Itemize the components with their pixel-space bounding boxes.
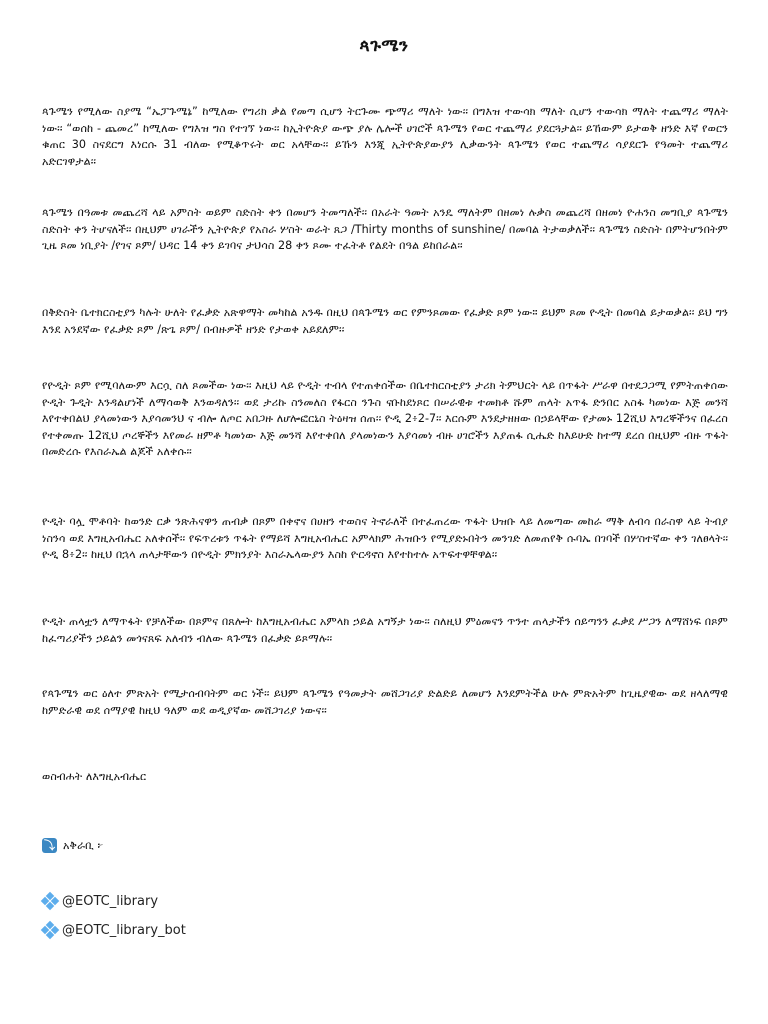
- paragraph-7: የጳጉሜን ወር ዕለተ ምጽአት የሚታሰብባትም ወር ነች፡፡ ይህም ጳጉሜን የዓመታት መሸጋገሪያ ድልድይ ለመሆን እንደምትችል ሁሉ ምጽአትም ከጊዜያዊው ወደ ዘላለማዊ ከምድራዊ ወደ ሰማያዊ ከዚህ ዓለም ወደ ወዲያኛው መሸጋገሪያ ነውና፡፡: [42, 687, 728, 717]
- paragraph-1: ጳጉሜን የሚለው ስያሜ “ኤፓጉሜኔ” ከሚለው የግሪክ ቃል የመጣ ሲሆን ትርጉሙ ጭማሪ ማለት ነው፡፡ በግእዝ ተውሳክ ማለት ሲሆን ተውሳክ ማለት ተጨማሪ ማለት ነው፡፡ “ወሰከ - ጨመረ” ከሚለው የግእዝ ግስ የተገኘ ነው፡፡ ከኢትዮጵያ ውጭ ያሉ ሌሎች ሀገሮች ጳጉሜን የወር ተጨማሪ ያደርጓታል፡፡ ይኸውም ይታወቅ ዘንድ እኛ የወርን ቁጠር 30 ስናደርግ እነርሱ 31 ብለው የሚቆጥሩት ወር አላቸው፡፡ ይኹን እንጂ ኢትዮጵያውያን ሊቃውንት ጳጉሜን የወር ተጨማሪ ሳያደርጉ የዓመት ተጨማሪ አድርገዋታል፡፡: [42, 105, 728, 168]
- library-link-row[interactable]: [42, 893, 158, 909]
- library-bot-link-row[interactable]: [42, 922, 186, 938]
- presenter-line: [42, 838, 103, 853]
- signoff-text: ወስብሐት ለእግዚአብሔር: [42, 770, 147, 783]
- paragraph-4: የዮዲት ጾም የሚባለውም እርሷ ስለ ጾመችው ነው፡፡ እዚህ ላይ ዮዲት ተብላ የተጠቀሰችው በቤተክርስቲያን ታሪክ ትምህርት ላይ በጥፋት ሥራዋ በተደጋጋሚ የምትጠቀሰው ዮዲት ጉዲት እንዳልሆነች ለማሳወቅ እንወዳለን፡፡ ወደ ታሪኩ ስንመለስ የፋርስ ንጉስ ናቡከደነጾር በሠራዊቱ ተመክቶ ሹም ጠላት አጥፋ ድንበር አስፋ ካመነው እጅ መንሻ እየተቀበልህ ያላመነውን እያሳመንህ ና ብሎ ለጦር አበጋዙ ለሆሎፎርኒስ ትዕዛዝ ሰጠ፡፡ ዮዲ 2፥2-7፡፡ እርሱም እንደታዘዘው በኃይላቸው የታመኑ 12ሺህ እግረኞችንና በፈረስ የተቀመጡ 12ሺህ ጦረኞችን እየመራ ዘምቶ ካመነው እጅ መንሻ እየተቀበለ ያላመነውን እያሳመነ ብዙ ሀገሮችን እያጠፋ ሲሔድ ከእይሁድ ከተማ ደረሰ በዚህም ብዙ ጥፋት በመድረሱ የእስራኤል ልጆች አለቀሱ፡፡: [42, 379, 728, 458]
- library-link[interactable]: @EOTC_library: [62, 893, 159, 909]
- diamond-icon: [42, 893, 58, 909]
- library-bot-link[interactable]: @EOTC_library_bot: [62, 922, 186, 938]
- paragraph-6: ዮዲት ጠላቷን ለማጥፋት የቻለችው በጾምና በጸሎት ከእግዚአብሔር አምላክ ኃይል አግኝታ ነው፡፡ ስለዚህ ምዕመናን ጥንተ ጠላታችን ሰይጣንን ፈቃደ ሥጋን ለማሸነፍ በጾም ከፈጣሪያችን ኃይልን መጎናጸፍ አለብን ብለው ጳጉሜን በፈቃድ ይጾማሉ፡፡: [42, 615, 728, 645]
- page-title: ጳጉሜን: [359, 36, 409, 56]
- paragraph-5: ዮዲት ባሏ ሞቶባት ከወንድ ርቃ ንጽሕናዋን ጠብቃ በጾም በቀኖና በሀዘን ተወስና ትኖራለች በተፈጠረው ጥፋት ህዝቡ ላይ ለመጣው መከራ ማቅ ለብሳ በራስዋ ላይ ትብያ ነስንሳ ወደ እግዚአብሔር አለቀሰች፡፡ የፍጥረቱን ጥፋት የማይሻ እግዚአብሔር አምላክም ሕዝቡን የሚያድኑበትን መንገድ ለመጠየቅ ሱባኤ በገባች በሦስተኛው ቀን ገለፀላት፡፡ ዮዲ 8፥2፡፡ ከዚህ በኋላ ጠላታቸውን በዮዲት ምክንያት እስራኤላውያን እስከ ዮርዳኖስ እየተከተሉ አጥፍተዋቸዋል፡፡: [42, 515, 728, 561]
- paragraph-3: በቅድስት ቤተክርስቲያን ካሉት ሁለት የፈቃድ አጽዋማት መካከል አንዱ በዚህ በጳጉሜን ወር የምንጾመው የፈቃድ ጾም ነው። ይህም ጾመ ዮዲት በመባል ይታወቃል፡፡ ይህ ግን እንደ አንደኛው የፈቃድ ጾም /ጽጌ ጾም/ በብዙዎች ዘንድ የታወቀ አይደለም፡፡: [42, 306, 728, 336]
- paragraph-2: ጳጉሜን በዓመቱ መጨረሻ ላይ አምስት ወይም ስድስት ቀን በመሆን ትመጣለች፡፡ በአራት ዓመት አንዴ ማለትም በዘመነ ሉቃስ መጨረሻ በዘመነ ዮሐንስ መግቢያ ጳጉሜን ስድስት ቀን ትሆናለች፡፡ በዚህም ሀገራችን ኢትዮጵያ የአስራ ሦስት ወራት ጸጋ /Thirty months of sunshine/ በመባል ትታወቃለች፡፡ ጳጉሜን ስድስት በምትሆንበትም ጊዜ ጾመ ነቢያት /የገና ጾም/ ህዳር 14 ቀን ይገባና ታህሳስ 28 ቀን ጾሙ ተፈትቶ የልደት በዓል ይከበራል፡፡: [42, 206, 728, 252]
- return-arrow-icon: ⤵: [44, 839, 55, 852]
- presenter-label: አቅራቢ ፦: [63, 838, 104, 852]
- diamond-icon: [42, 922, 58, 938]
